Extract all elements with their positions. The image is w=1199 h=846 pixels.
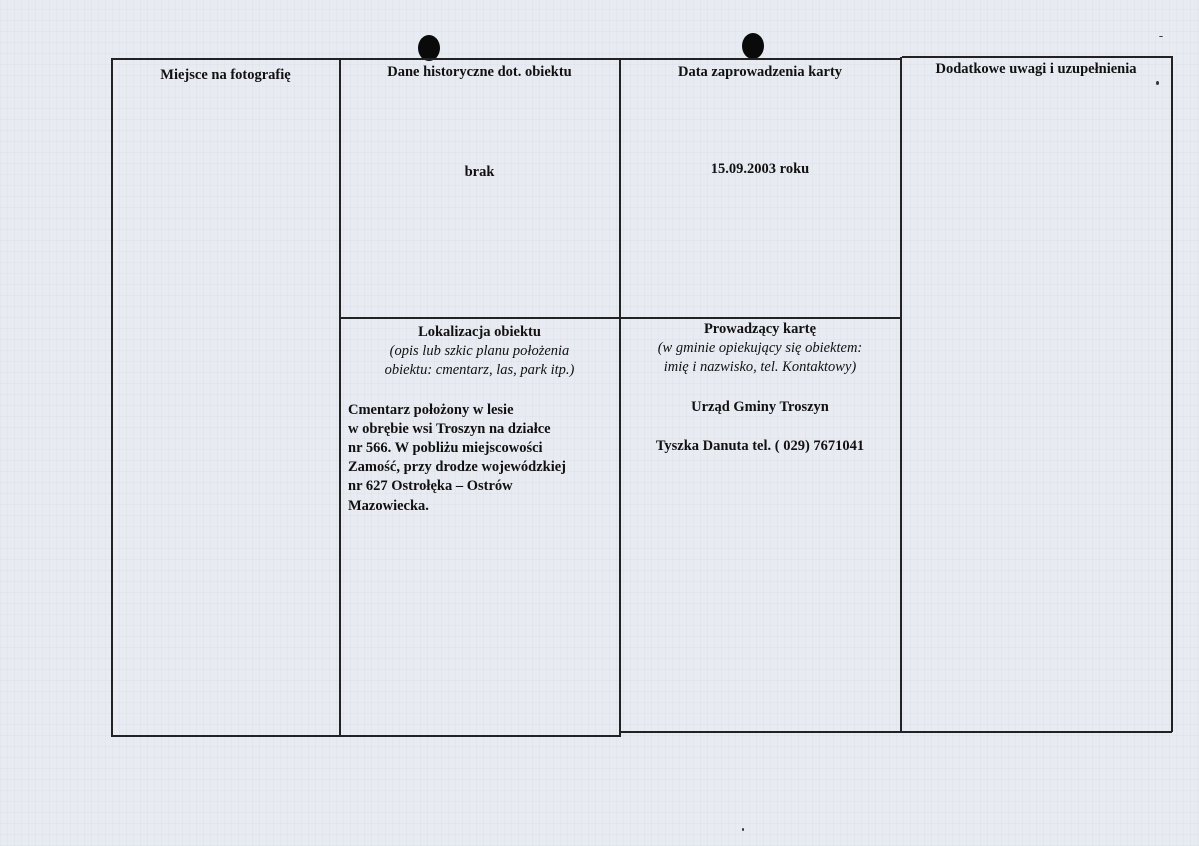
header-card-date: Data zaprowadzenia karty <box>677 64 843 80</box>
location-line: Mazowiecka. <box>348 498 429 514</box>
location-line: nr 627 Ostrołęka – Ostrów <box>348 478 513 494</box>
header-photo-place: Miejsce na fotografię <box>160 67 291 83</box>
historical-data-value: brak <box>464 164 495 180</box>
scan-speck <box>1159 36 1163 37</box>
header-additional-notes: Dodatkowe uwagi i uzupełnienia <box>935 61 1137 77</box>
keeper-title: Prowadzący kartę <box>703 321 817 337</box>
location-line: Cmentarz położony w lesie <box>348 402 514 418</box>
keeper-person: Tyszka Danuta tel. ( 029) 7671041 <box>655 438 865 454</box>
keeper-subtitle-line2: imię i nazwisko, tel. Kontaktowy) <box>663 359 857 375</box>
card-date-value: 15.09.2003 roku <box>710 161 810 177</box>
punch-hole-right <box>742 33 764 59</box>
location-subtitle-line2: obiektu: cmentarz, las, park itp.) <box>384 362 575 378</box>
location-line: w obrębie wsi Troszyn na działce <box>348 421 551 437</box>
scan-speck <box>1156 81 1159 85</box>
location-line: nr 566. W pobliżu miejscowości <box>348 440 543 456</box>
header-historical-data: Dane historyczne dot. obiektu <box>387 64 572 80</box>
keeper-subtitle-line1: (w gminie opiekujący się obiektem: <box>657 340 863 356</box>
location-title: Lokalizacja obiektu <box>418 324 541 340</box>
keeper-office: Urząd Gminy Troszyn <box>691 399 829 415</box>
location-line: Zamość, przy drodze wojewódzkiej <box>348 459 567 475</box>
location-subtitle-line1: (opis lub szkic planu położenia <box>389 343 570 359</box>
scan-speck <box>742 828 744 831</box>
